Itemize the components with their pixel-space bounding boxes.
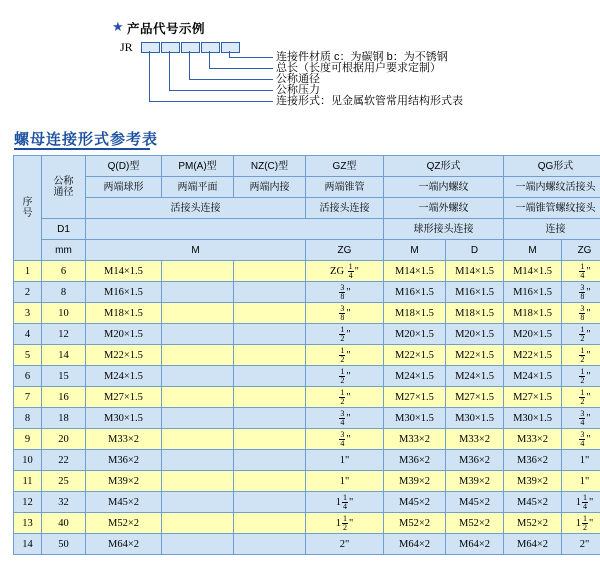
cell-dn: 8 <box>42 282 86 303</box>
cell-gz-thread: $\frac{3}{8}$ " <box>306 303 384 324</box>
cell-pm-thread <box>162 471 234 492</box>
cell-qz-d: M33×2 <box>446 429 504 450</box>
cell-qg-m: M52×2 <box>504 513 562 534</box>
cell-qz-m: M22×1.5 <box>384 345 446 366</box>
leader-line-1-h <box>149 101 273 102</box>
cell-qz-m: M16×1.5 <box>384 282 446 303</box>
cell-pm-thread <box>162 261 234 282</box>
cell-qg-m: M18×1.5 <box>504 303 562 324</box>
cell-qz-m: M24×1.5 <box>384 366 446 387</box>
table-head <box>14 156 600 261</box>
leader-line-5-h <box>229 57 273 58</box>
cell-qz-m: M27×1.5 <box>384 387 446 408</box>
cell-qg-m: M33×2 <box>504 429 562 450</box>
cell-q-thread: M20×1.5 <box>86 324 162 345</box>
cell-q-thread: M52×2 <box>86 513 162 534</box>
nut-connection-spec-table <box>13 155 600 555</box>
cell-qg-m: M27×1.5 <box>504 387 562 408</box>
cell-qg-m: M14×1.5 <box>504 261 562 282</box>
cell-qg-m: M39×2 <box>504 471 562 492</box>
cell-q-thread: M45×2 <box>86 492 162 513</box>
header-code-pm: PM(A)型 <box>162 156 234 177</box>
product-code-diagram <box>0 0 600 122</box>
header-dn-line1: 公称 <box>53 176 74 187</box>
cell-qg-zg: 1" <box>562 471 600 492</box>
cell-qg-zg: $\frac{1}{2}$ " <box>562 366 600 387</box>
cell-nz-thread <box>234 345 306 366</box>
cell-pm-thread <box>162 366 234 387</box>
cell-pm-thread <box>162 450 234 471</box>
header-unit-mm: mm <box>42 240 86 261</box>
cell-pm-thread <box>162 408 234 429</box>
header-serial <box>14 156 42 261</box>
cell-serial: 11 <box>14 471 42 492</box>
header-row-2 <box>14 177 600 198</box>
header-dn-line2: 通径 <box>53 187 74 198</box>
cell-q-thread: M64×2 <box>86 534 162 555</box>
cell-gz-thread: $\frac{3}{8}$ " <box>306 282 384 303</box>
header-sub-left: 活接头连接 <box>86 198 306 219</box>
header-d1: D1 <box>42 219 86 240</box>
cell-qg-zg: $\frac{3}{8}$ " <box>562 303 600 324</box>
cell-q-thread: M27×1.5 <box>86 387 162 408</box>
cell-qz-m: M30×1.5 <box>384 408 446 429</box>
cell-serial: 10 <box>14 450 42 471</box>
cell-gz-thread: $\frac{1}{2}$ " <box>306 387 384 408</box>
cell-qz-d: M20×1.5 <box>446 324 504 345</box>
header-unit-m-left: M <box>86 240 306 261</box>
cell-nz-thread <box>234 450 306 471</box>
cell-qg-m: M64×2 <box>504 534 562 555</box>
header-unit-zg-gz: ZG <box>306 240 384 261</box>
header-row-4 <box>14 219 600 240</box>
cell-qz-m: M20×1.5 <box>384 324 446 345</box>
cell-serial: 3 <box>14 303 42 324</box>
header-desc-gz: 两端锥管 <box>306 177 384 198</box>
header-code-gz: GZ型 <box>306 156 384 177</box>
cell-nz-thread <box>234 303 306 324</box>
header-desc-pm: 两端平面 <box>162 177 234 198</box>
header-unit-m-qg: M <box>504 240 562 261</box>
table-row <box>14 324 600 345</box>
cell-qz-m: M33×2 <box>384 429 446 450</box>
section-heading: 螺母连接形式参考表 <box>14 131 159 148</box>
cell-qz-d: M45×2 <box>446 492 504 513</box>
header-serial-line1: 序 <box>22 197 33 208</box>
cell-qz-d: M16×1.5 <box>446 282 504 303</box>
cell-pm-thread <box>162 492 234 513</box>
cell-pm-thread <box>162 324 234 345</box>
cell-dn: 25 <box>42 471 86 492</box>
cell-serial: 12 <box>14 492 42 513</box>
table-row <box>14 450 600 471</box>
legend-nominal-pressure: 公称压力 <box>276 84 320 96</box>
table-row <box>14 534 600 555</box>
cell-serial: 14 <box>14 534 42 555</box>
cell-qz-d: M14×1.5 <box>446 261 504 282</box>
header-code-nz: NZ(C)型 <box>234 156 306 177</box>
cell-qg-m: M45×2 <box>504 492 562 513</box>
code-box-1 <box>141 42 160 53</box>
cell-pm-thread <box>162 303 234 324</box>
cell-nz-thread <box>234 513 306 534</box>
cell-qz-d: M22×1.5 <box>446 345 504 366</box>
cell-q-thread: M36×2 <box>86 450 162 471</box>
cell-nz-thread <box>234 387 306 408</box>
leader-line-1-v <box>149 51 150 101</box>
cell-dn: 14 <box>42 345 86 366</box>
table-row <box>14 261 600 282</box>
cell-nz-thread <box>234 534 306 555</box>
cell-qz-m: M64×2 <box>384 534 446 555</box>
cell-qz-d: M36×2 <box>446 450 504 471</box>
cell-dn: 50 <box>42 534 86 555</box>
header-sub-qz: 一端外螺纹 <box>384 198 504 219</box>
header-dn <box>42 156 86 219</box>
cell-q-thread: M30×1.5 <box>86 408 162 429</box>
cell-qg-zg: 2" <box>562 534 600 555</box>
code-box-5 <box>221 42 240 53</box>
cell-qg-m: M22×1.5 <box>504 345 562 366</box>
header-blank-1 <box>86 219 384 240</box>
cell-nz-thread <box>234 492 306 513</box>
header-row-1 <box>14 156 600 177</box>
cell-dn: 22 <box>42 450 86 471</box>
cell-qg-zg: $\frac{1}{2}$ " <box>562 387 600 408</box>
cell-qg-zg: $\frac{3}{4}$ " <box>562 408 600 429</box>
cell-qg-zg: 1 $\frac{1}{2}$ " <box>562 513 600 534</box>
table-body <box>14 261 600 555</box>
cell-qg-zg: $\frac{3}{8}$ " <box>562 282 600 303</box>
cell-qg-m: M30×1.5 <box>504 408 562 429</box>
cell-qg-m: M24×1.5 <box>504 366 562 387</box>
code-box-3 <box>181 42 200 53</box>
cell-qg-zg: $\frac{1}{2}$ " <box>562 324 600 345</box>
code-box-2 <box>161 42 180 53</box>
table-row <box>14 303 600 324</box>
table-row <box>14 513 600 534</box>
cell-gz-thread: $\frac{1}{2}$ " <box>306 324 384 345</box>
cell-qg-zg: $\frac{1}{2}$ " <box>562 345 600 366</box>
cell-gz-thread: 2" <box>306 534 384 555</box>
spec-table-wrap <box>13 155 596 555</box>
cell-qz-d: M52×2 <box>446 513 504 534</box>
header-sub2-qg: 连接 <box>504 219 600 240</box>
cell-serial: 5 <box>14 345 42 366</box>
cell-dn: 18 <box>42 408 86 429</box>
cell-dn: 32 <box>42 492 86 513</box>
table-row <box>14 387 600 408</box>
cell-pm-thread <box>162 429 234 450</box>
cell-q-thread: M33×2 <box>86 429 162 450</box>
header-unit-d-qz: D <box>446 240 504 261</box>
cell-qz-d: M30×1.5 <box>446 408 504 429</box>
cell-serial: 2 <box>14 282 42 303</box>
cell-nz-thread <box>234 471 306 492</box>
cell-qg-zg: 1" <box>562 450 600 471</box>
cell-serial: 7 <box>14 387 42 408</box>
header-desc-qz: 一端内螺纹 <box>384 177 504 198</box>
cell-qg-zg: 1 $\frac{1}{4}$ " <box>562 492 600 513</box>
cell-qg-zg: $\frac{3}{4}$ " <box>562 429 600 450</box>
cell-serial: 9 <box>14 429 42 450</box>
table-row <box>14 492 600 513</box>
cell-gz-thread: $\frac{1}{2}$ " <box>306 345 384 366</box>
cell-q-thread: M22×1.5 <box>86 345 162 366</box>
legend-material: 连接件材质 c：为碳钢 b：为不锈钢 <box>276 51 448 63</box>
table-row <box>14 408 600 429</box>
leader-line-3-v <box>189 51 190 79</box>
header-code-qg: QG形式 <box>504 156 600 177</box>
cell-gz-thread: 1 $\frac{1}{2}$ " <box>306 513 384 534</box>
table-row <box>14 366 600 387</box>
header-sub-qg: 一端锥管螺纹接头 <box>504 198 600 219</box>
legend-nominal-diameter: 公称通径 <box>276 73 320 85</box>
cell-qz-d: M39×2 <box>446 471 504 492</box>
cell-gz-thread: 1" <box>306 471 384 492</box>
header-serial-line2: 号 <box>22 208 33 219</box>
cell-serial: 8 <box>14 408 42 429</box>
leader-line-3-h <box>189 79 273 80</box>
cell-nz-thread <box>234 366 306 387</box>
code-prefix-label: JR <box>120 40 133 54</box>
cell-gz-thread: $\frac{3}{4}$ " <box>306 408 384 429</box>
header-unit-m-qz: M <box>384 240 446 261</box>
cell-q-thread: M14×1.5 <box>86 261 162 282</box>
header-desc-nz: 两端内接 <box>234 177 306 198</box>
header-row-5 <box>14 240 600 261</box>
cell-qg-m: M20×1.5 <box>504 324 562 345</box>
cell-q-thread: M18×1.5 <box>86 303 162 324</box>
cell-qg-m: M36×2 <box>504 450 562 471</box>
cell-q-thread: M24×1.5 <box>86 366 162 387</box>
leader-line-2-h <box>169 90 273 91</box>
header-code-qz: QZ形式 <box>384 156 504 177</box>
cell-qz-d: M18×1.5 <box>446 303 504 324</box>
leader-line-4-v <box>209 51 210 68</box>
cell-dn: 16 <box>42 387 86 408</box>
cell-dn: 10 <box>42 303 86 324</box>
cell-qz-m: M18×1.5 <box>384 303 446 324</box>
cell-qz-m: M52×2 <box>384 513 446 534</box>
cell-pm-thread <box>162 534 234 555</box>
cell-qz-d: M27×1.5 <box>446 387 504 408</box>
table-row <box>14 471 600 492</box>
header-sub-gz: 活接头连接 <box>306 198 384 219</box>
cell-nz-thread <box>234 324 306 345</box>
cell-nz-thread <box>234 408 306 429</box>
header-desc-q: 两端球形 <box>86 177 162 198</box>
legend-total-length: 总长（长度可根据用户要求定制） <box>276 62 441 74</box>
cell-qz-m: M36×2 <box>384 450 446 471</box>
table-row <box>14 282 600 303</box>
cell-dn: 15 <box>42 366 86 387</box>
cell-gz-thread: $\frac{1}{2}$ " <box>306 366 384 387</box>
table-row <box>14 345 600 366</box>
cell-pm-thread <box>162 387 234 408</box>
cell-pm-thread <box>162 513 234 534</box>
cell-nz-thread <box>234 261 306 282</box>
table-row <box>14 429 600 450</box>
cell-nz-thread <box>234 282 306 303</box>
legend-connection-form: 连接形式：见金属软管常用结构形式表 <box>276 95 463 107</box>
cell-gz-thread: $\frac{3}{4}$ " <box>306 429 384 450</box>
cell-dn: 6 <box>42 261 86 282</box>
cell-gz-thread: 1" <box>306 450 384 471</box>
leader-line-4-h <box>209 68 273 69</box>
heading-underline <box>14 148 150 150</box>
code-box-4 <box>201 42 220 53</box>
header-code-q: Q(D)型 <box>86 156 162 177</box>
star-icon: ★ <box>112 19 124 34</box>
cell-dn: 12 <box>42 324 86 345</box>
cell-qz-d: M24×1.5 <box>446 366 504 387</box>
cell-qz-m: M39×2 <box>384 471 446 492</box>
cell-q-thread: M39×2 <box>86 471 162 492</box>
header-row-3 <box>14 198 600 219</box>
cell-qg-m: M16×1.5 <box>504 282 562 303</box>
cell-dn: 40 <box>42 513 86 534</box>
cell-q-thread: M16×1.5 <box>86 282 162 303</box>
cell-qz-d: M64×2 <box>446 534 504 555</box>
header-sub2-qz: 球形接头连接 <box>384 219 504 240</box>
cell-dn: 20 <box>42 429 86 450</box>
cell-pm-thread <box>162 282 234 303</box>
cell-serial: 6 <box>14 366 42 387</box>
cell-qg-zg: $\frac{1}{4}$ " <box>562 261 600 282</box>
cell-serial: 1 <box>14 261 42 282</box>
header-desc-qg: 一端内螺纹活接头 <box>504 177 600 198</box>
cell-pm-thread <box>162 345 234 366</box>
cell-serial: 13 <box>14 513 42 534</box>
cell-gz-thread: ZG $\frac{1}{4}$ " <box>306 261 384 282</box>
cell-qz-m: M14×1.5 <box>384 261 446 282</box>
cell-qz-m: M45×2 <box>384 492 446 513</box>
header-unit-zg-qg: ZG <box>562 240 600 261</box>
cell-serial: 4 <box>14 324 42 345</box>
cell-nz-thread <box>234 429 306 450</box>
leader-line-2-v <box>169 51 170 90</box>
diagram-title: 产品代号示例 <box>127 22 206 36</box>
cell-gz-thread: 1 $\frac{1}{4}$ " <box>306 492 384 513</box>
